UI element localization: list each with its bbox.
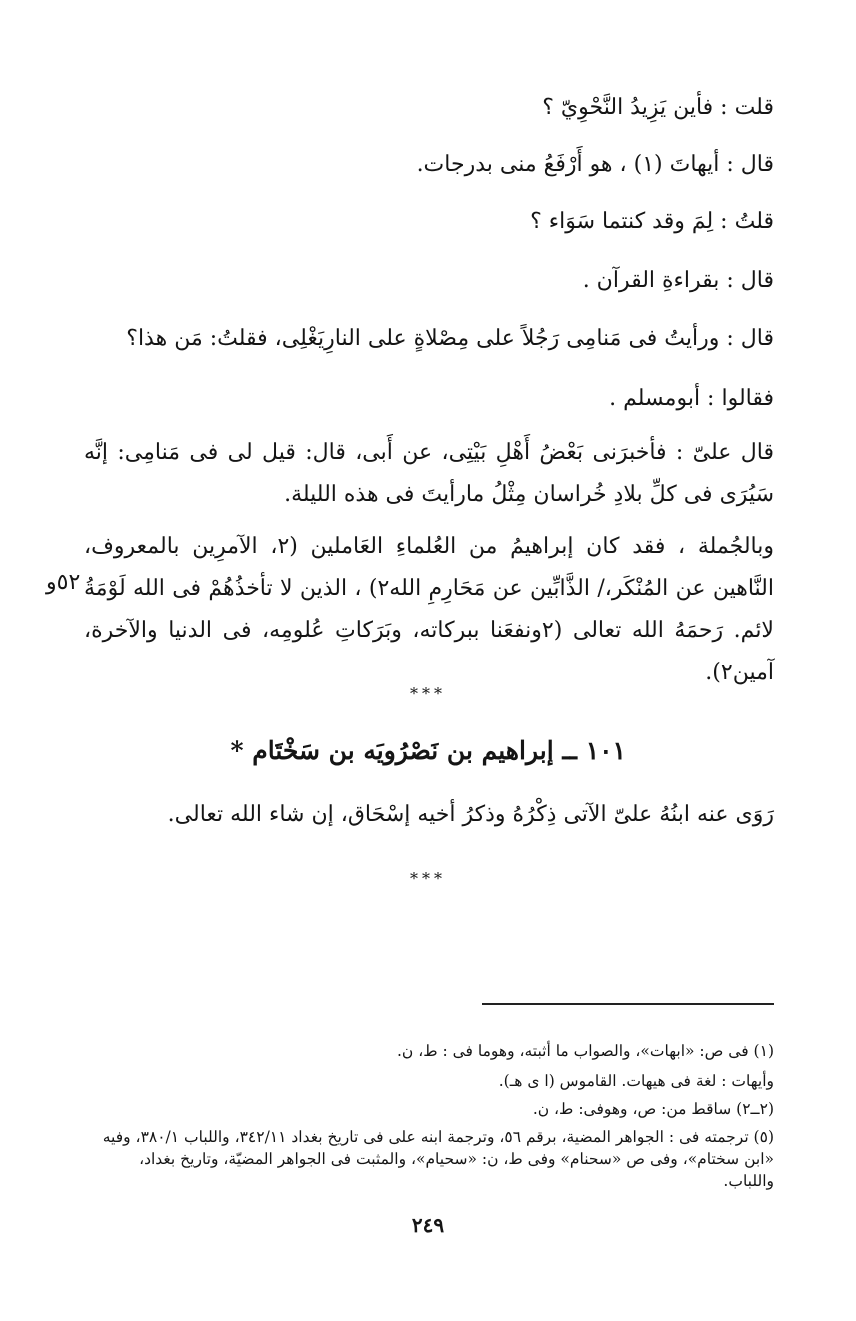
footnote-1: (١) فى ص: «ابهات»، والصواب ما أثبته، وهوما فى : ط، ن. (396, 1042, 774, 1060)
paragraph-dream-report: قال علىّ : فأخبرَنى بَعْضُ أَهْلِ بَيْتِى، عن أَبى، قال: قيل لى فى مَنامِى: إنَّه سَيُرَى فى كلِّ بلادِ خُراسان مِثْلُ مارأيتَ فى هذه الليلة. (84, 440, 774, 507)
section-separator-stars: *** (410, 869, 446, 888)
footnote-1-continuation: وأيهات : لغة فى هيهات. القاموس (ا ى هـ). (498, 1072, 774, 1090)
folio-margin-note: ٥٢و (46, 570, 81, 595)
paragraph-summary: وبالجُملة ، فقد كان إبراهيمُ من العُلماءِ العَاملين (٢، الآمرِين بالمعروف، النَّاهين عن المُنْكَر،/ الذَّابِّين عن مَحَارِمِ الله٢) ، الذين لا تأخذُهُمْ فى الله لَوْمَةُ لائم. رَحمَهُ الله تعالى (٢ونفعَنا ببركاته، وبَرَكاتِ عُلومِه، فى الدنيا والآخرة، آمين٢). (84, 534, 774, 685)
page-number: ٢٤٩ (411, 1213, 445, 1237)
dialogue-line-5: قال : ورأيتُ فى مَنامِى رَجُلاً على مِصْلاةٍ على النارِيَغْلِى، فقلتُ: مَن هذا؟ (126, 326, 774, 351)
dialogue-line-3: قلتُ : لِمَ وقد كنتما سَوَاء ؟ (530, 209, 774, 234)
entry-heading: ١٠١ ــ إبراهيم بن نَصْرُويَه بن سَخْتَام * (230, 736, 626, 765)
entry-text: رَوَى عنه ابنُهُ علىّ الآتى ذِكْرُهُ وذكرُ أخيه إسْحَاق، إن شاء الله تعالى. (167, 802, 774, 827)
footnote-entry: (٥) ترجمته فى : الجواهر المضية، برقم ٥٦، وترجمة ابنه على فى تاريخ بغداد ٣٤٢/١١، واللباب ٣٨٠/١، وفيه «ابن سختام»، وفى ص «سحنام» وفى ط، ن: «سحيام»، والمثبت فى الجواهر المضيّة، وتاريخ بغداد، واللباب. (102, 1128, 774, 1190)
dialogue-line-6: فقالوا : أبومسلم . (609, 386, 774, 411)
section-separator-stars: *** (410, 684, 446, 703)
dialogue-line-2: قال : أيهاتَ (١) ، هو أَرْفَعُ منى بدرجات. (416, 152, 774, 177)
dialogue-line-4: قال : بقراءةِ القرآن . (582, 268, 774, 293)
footnote-2: (٢ــ٢) ساقط من: ص، وهوفى: ط، ن. (532, 1100, 774, 1118)
dialogue-line-1: قلت : فأين يَزِيدُ النَّحْوِيّ ؟ (542, 95, 774, 120)
footnote-divider (482, 1003, 774, 1005)
